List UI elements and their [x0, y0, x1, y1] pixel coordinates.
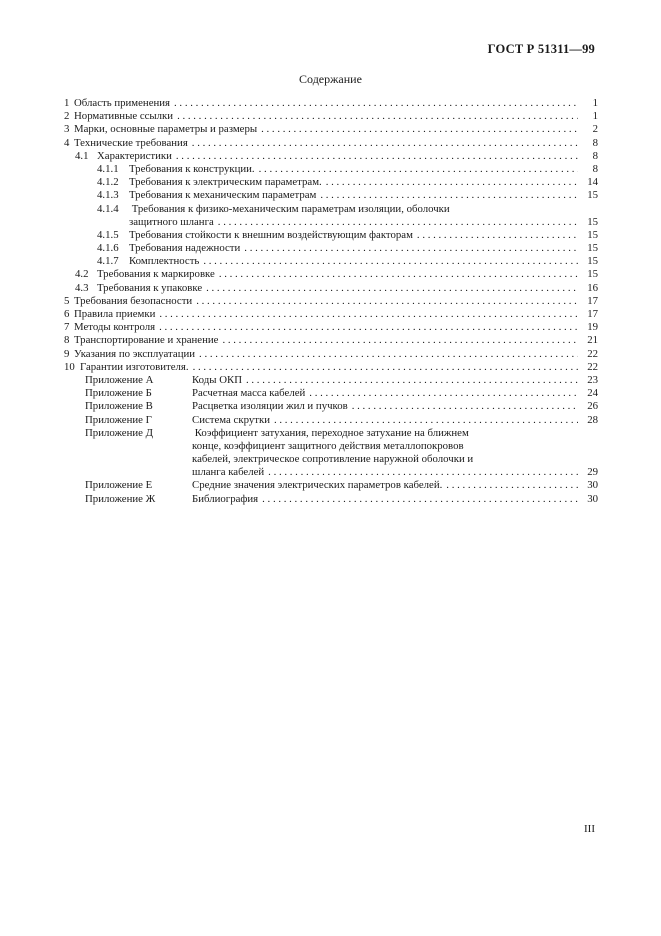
- toc-entry-page: 8: [592, 136, 598, 149]
- toc-entry-title: Требования к механическим параметрам: [129, 189, 317, 202]
- toc-entry-page: 15: [587, 215, 598, 228]
- toc-entry-number: 4: [64, 136, 70, 149]
- toc-leader-dots: [206, 282, 578, 295]
- toc-entry-number: Приложение Ж: [85, 492, 156, 505]
- toc-entry-number: 1: [64, 97, 70, 109]
- toc-entry-page: 17: [587, 294, 598, 307]
- table-of-contents: [64, 97, 598, 506]
- toc-entry-4[interactable]: [64, 137, 598, 150]
- toc-entry-title: Указания по эксплуатации: [74, 347, 196, 360]
- toc-entry-title: Библиография: [192, 492, 259, 505]
- toc-entry-7[interactable]: [64, 321, 598, 334]
- toc-entry-number: Приложение Е: [85, 479, 153, 492]
- toc-entry-5[interactable]: [64, 295, 598, 308]
- toc-entry-title: Расцветка изоляции жил и пучков: [192, 400, 348, 413]
- toc-entry-4-1-6[interactable]: [64, 242, 598, 255]
- toc-entry-page: 24: [587, 387, 598, 400]
- toc-entry-title: Требования к маркировке: [97, 268, 215, 281]
- toc-leader-dots: [352, 400, 578, 413]
- toc-entry-title: Коэффициент затухания, переходное затухание на ближнем: [194, 426, 469, 439]
- toc-entry-title: Требования стойкости к внешним воздействующим факторам: [129, 228, 413, 241]
- toc-entry-4-1-7[interactable]: [64, 255, 598, 268]
- toc-entry-page: 19: [587, 321, 598, 334]
- toc-leader-dots: [203, 255, 578, 268]
- toc-entry-title: Нормативные ссылки: [74, 110, 174, 123]
- toc-appendix-a[interactable]: [64, 374, 598, 387]
- toc-entry-title: Область применения: [74, 97, 171, 109]
- toc-leader-dots: [159, 308, 578, 321]
- toc-entry-title: Коды ОКП: [192, 373, 242, 386]
- toc-entry-number: 2: [64, 110, 70, 123]
- toc-leader-dots: [261, 123, 578, 136]
- toc-entry-4-2[interactable]: [64, 268, 598, 281]
- toc-entry-page: 17: [587, 308, 598, 320]
- toc-appendix-v[interactable]: [64, 400, 598, 413]
- toc-entry-title: Средние значения электрических параметров кабелей.: [192, 479, 443, 492]
- toc-entry-number: Приложение В: [85, 400, 153, 413]
- toc-entry-title: Система скрутки: [192, 413, 270, 426]
- toc-leader-dots: [259, 163, 578, 176]
- toc-entry-number: 4.1.2: [97, 176, 119, 189]
- toc-leader-dots: [222, 334, 578, 347]
- toc-leader-dots: [246, 374, 578, 387]
- toc-entry-title: Правила приемки: [74, 308, 156, 320]
- toc-appendix-g[interactable]: [64, 414, 598, 427]
- toc-entry-page: 26: [587, 400, 598, 413]
- toc-leader-dots: [320, 189, 578, 202]
- toc-entry-title: Марки, основные параметры и размеры: [74, 123, 258, 136]
- toc-entry-number: Приложение Г: [85, 413, 152, 426]
- toc-entry-page: 28: [587, 413, 598, 426]
- toc-entry-number: 3: [64, 123, 70, 136]
- toc-entry-title-continued: защитного шланга: [129, 215, 214, 228]
- toc-entry-title: Характеристики: [97, 149, 172, 162]
- toc-entry-title-continued: конце, коэффициент защитного действия металлопокровов: [192, 439, 464, 452]
- toc-leader-dots: [176, 150, 578, 163]
- toc-entry-title: Комплектность: [129, 255, 200, 268]
- toc-leader-dots: [159, 321, 578, 334]
- toc-leader-dots: [417, 229, 578, 242]
- toc-entry-page: 16: [587, 281, 598, 294]
- toc-leader-dots: [268, 466, 578, 479]
- toc-leader-dots: [326, 176, 578, 189]
- toc-entry-number: 10: [64, 360, 75, 373]
- toc-entry-title: Требования надежности: [129, 242, 241, 255]
- toc-leader-dots: [218, 216, 578, 229]
- toc-entry-4-1-5[interactable]: [64, 229, 598, 242]
- toc-entry-page: 8: [592, 149, 598, 162]
- toc-entry-4-1-1[interactable]: [64, 163, 598, 176]
- toc-leader-dots: [177, 110, 578, 123]
- toc-entry-4-1-2[interactable]: [64, 176, 598, 189]
- toc-leader-dots: [244, 242, 578, 255]
- toc-entry-number: Приложение Д: [85, 426, 154, 439]
- toc-entry-page: 2: [592, 123, 598, 136]
- toc-entry-page: 15: [587, 268, 598, 281]
- toc-entry-number: 4.1.7: [97, 255, 119, 268]
- toc-appendix-d-line-3[interactable]: [64, 453, 598, 466]
- toc-leader-dots: [262, 493, 578, 506]
- toc-entry-number: 6: [64, 308, 70, 320]
- toc-entry-number: 7: [64, 321, 70, 334]
- toc-entry-title: Гарантии изготовителя.: [80, 360, 189, 373]
- toc-entry-page: 30: [587, 479, 598, 492]
- toc-entry-4-1-4-continued[interactable]: [64, 216, 598, 229]
- toc-entry-4-1-4[interactable]: [64, 203, 598, 216]
- toc-entry-page: 22: [587, 360, 598, 373]
- toc-entry-page: 29: [587, 466, 598, 479]
- toc-entry-1[interactable]: [64, 97, 598, 110]
- toc-entry-number: 9: [64, 347, 70, 360]
- toc-entry-number: 4.3: [75, 281, 89, 294]
- toc-entry-number: 8: [64, 334, 70, 347]
- toc-entry-6[interactable]: [64, 308, 598, 321]
- toc-appendix-d[interactable]: [64, 427, 598, 440]
- toc-entry-8[interactable]: [64, 334, 598, 347]
- toc-entry-page: 23: [587, 373, 598, 386]
- toc-entry-number: 4.1.6: [97, 242, 119, 255]
- toc-entry-page: 22: [587, 347, 598, 360]
- standard-number: ГОСТ Р 51311—99: [487, 42, 595, 56]
- toc-entry-title-continued: кабелей, электрическое сопротивление наружной оболочки и: [192, 453, 474, 466]
- toc-appendix-d-line-2[interactable]: [64, 440, 598, 453]
- toc-entry-page: 15: [587, 228, 598, 241]
- toc-appendix-d-line-4[interactable]: [64, 466, 598, 479]
- toc-entry-page: 8: [592, 162, 598, 175]
- toc-entry-title: Расчетная масса кабелей: [192, 387, 306, 400]
- toc-entry-title: Методы контроля: [74, 321, 156, 334]
- toc-entry-number: 4.2: [75, 268, 89, 281]
- toc-entry-page: 1: [592, 97, 598, 109]
- toc-leader-dots: [196, 295, 578, 308]
- toc-entry-number: Приложение А: [85, 373, 154, 386]
- toc-entry-page: 15: [587, 242, 598, 255]
- toc-appendix-zh[interactable]: [64, 493, 598, 506]
- toc-entry-page: 1: [592, 110, 598, 123]
- toc-leader-dots: [192, 137, 578, 150]
- toc-entry-number: 4.1.5: [97, 228, 119, 241]
- toc-entry-title: Требования к конструкции.: [129, 162, 255, 175]
- toc-entry-4-1[interactable]: [64, 150, 598, 163]
- toc-entry-page: 30: [587, 492, 598, 505]
- toc-entry-number: 4.1.1: [97, 162, 119, 175]
- toc-entry-title: Технические требования: [74, 136, 188, 149]
- toc-leader-dots: [199, 348, 578, 361]
- toc-leader-dots: [219, 268, 578, 281]
- toc-entry-page: 15: [587, 255, 598, 268]
- toc-entry-number: 4.1.4: [97, 202, 119, 215]
- toc-leader-dots: [446, 479, 578, 492]
- toc-entry-number: 4.1.3: [97, 189, 119, 202]
- toc-appendix-b[interactable]: [64, 387, 598, 400]
- toc-entry-page: 15: [587, 189, 598, 202]
- toc-entry-title: Требования безопасности: [74, 294, 193, 307]
- toc-entry-4-3[interactable]: [64, 282, 598, 295]
- toc-entry-title: Требования к физико-механическим параметрам изоляции, оболочки: [131, 202, 450, 215]
- toc-entry-4-1-3[interactable]: [64, 189, 598, 202]
- toc-entry-title: Требования к электрическим параметрам.: [129, 176, 322, 189]
- toc-entry-9[interactable]: [64, 348, 598, 361]
- toc-entry-3[interactable]: [64, 123, 598, 136]
- toc-appendix-e[interactable]: [64, 479, 598, 492]
- toc-leader-dots: [193, 361, 578, 374]
- toc-entry-page: 14: [587, 176, 598, 189]
- toc-entry-number: 5: [64, 294, 70, 307]
- page-number: III: [584, 823, 595, 835]
- toc-entry-page: 21: [587, 334, 598, 347]
- toc-entry-number: Приложение Б: [85, 387, 152, 400]
- toc-leader-dots: [309, 387, 578, 400]
- toc-title: Содержание: [299, 72, 362, 86]
- toc-entry-title: Требования к упаковке: [97, 281, 203, 294]
- toc-entry-10[interactable]: [64, 361, 598, 374]
- toc-leader-dots: [274, 414, 578, 427]
- toc-entry-title: Транспортирование и хранение: [74, 334, 219, 347]
- toc-entry-title-continued: шланга кабелей: [192, 466, 265, 479]
- toc-entry-2[interactable]: [64, 110, 598, 123]
- toc-entry-number: 4.1: [75, 149, 89, 162]
- toc-leader-dots: [174, 97, 578, 110]
